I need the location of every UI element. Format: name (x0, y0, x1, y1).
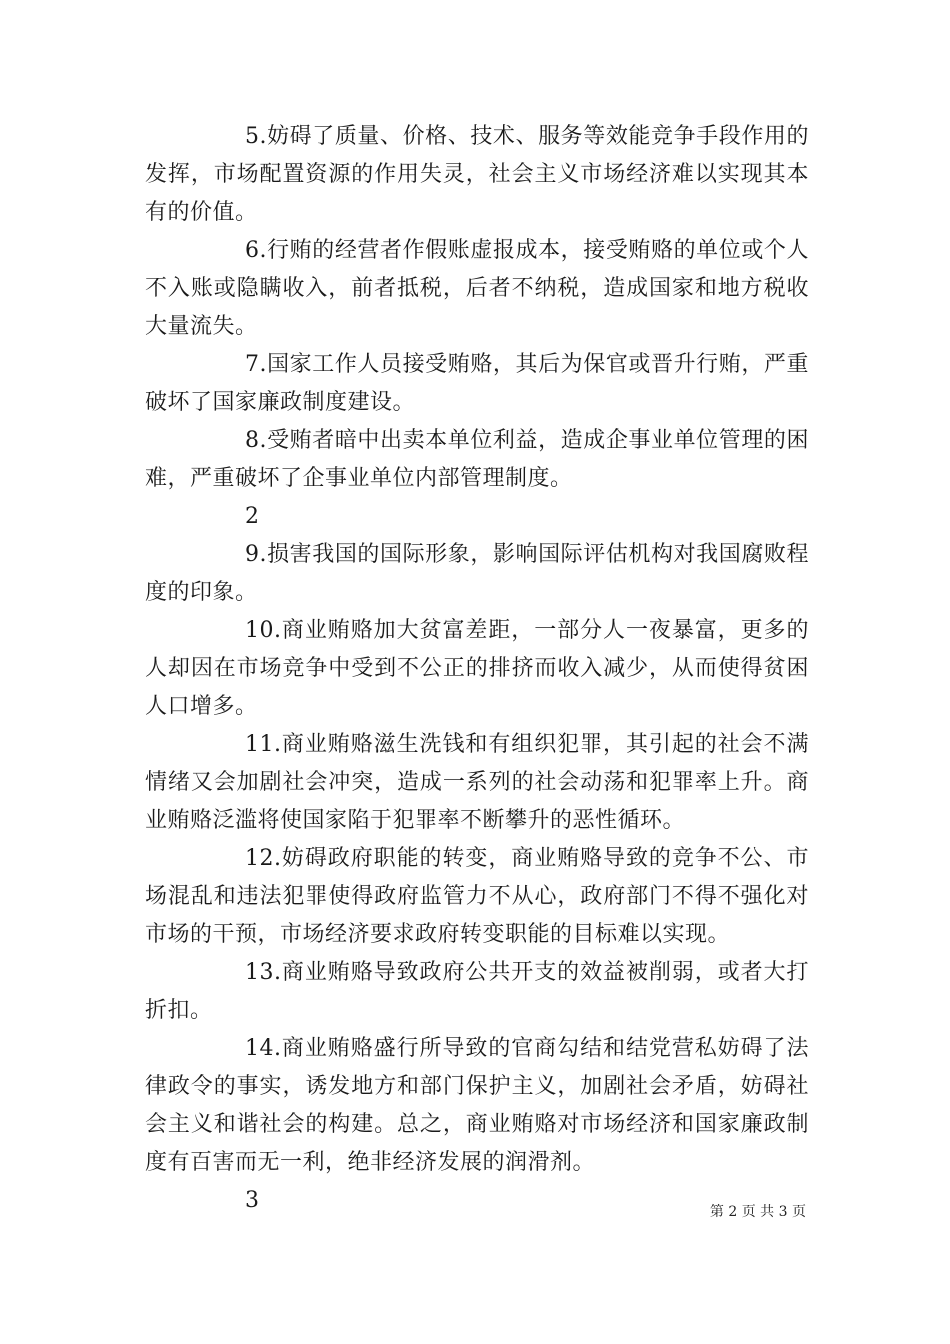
inline-page-number: 2 (245, 504, 259, 529)
paragraph-8: 8.受贿者暗中出卖本单位利益，造成企事业单位管理的困难，严重破坏了企事业单位内部管理制度。 (145, 428, 809, 491)
paragraph-7: 7.国家工作人员接受贿赂，其后为保官或晋升行贿，严重破坏了国家廉政制度建设。 (145, 352, 809, 415)
paragraph-10: 10.商业贿赂加大贫富差距，一部分人一夜暴富，更多的人却因在市场竞争中受到不公正的排挤而收入减少，从而使得贫困人口增多。 (145, 618, 809, 719)
document-body (145, 118, 809, 1220)
paragraph-12: 12.妨碍政府职能的转变，商业贿赂导致的竞争不公、市场混乱和违法犯罪使得政府监管力不从心，政府部门不得不强化对市场的干预，市场经济要求政府转变职能的目标难以实现。 (145, 846, 809, 947)
paragraph-9: 9.损害我国的国际形象，影响国际评估机构对我国腐败程度的印象。 (145, 542, 809, 605)
paragraph-6: 6.行贿的经营者作假账虚报成本，接受贿赂的单位或个人不入账或隐瞒收入，前者抵税，后者不纳税，造成国家和地方税收大量流失。 (145, 238, 809, 339)
paragraph-13: 13.商业贿赂导致政府公共开支的效益被削弱，或者大打折扣。 (145, 960, 809, 1023)
paragraph-5: 5.妨碍了质量、价格、技术、服务等效能竞争手段作用的发挥，市场配置资源的作用失灵，社会主义市场经济难以实现其本有的价值。 (145, 124, 809, 225)
page-footer: 第 2 页 共 3 页 (709, 1204, 806, 1220)
paragraph-14: 14.商业贿赂盛行所导致的官商勾结和结党营私妨碍了法律政令的事实，诱发地方和部门保护主义，加剧社会矛盾，妨碍社会主义和谐社会的构建。总之，商业贿赂对市场经济和国家廉政制度有百害而无一利，绝非经济发展的润滑剂。 (145, 1036, 809, 1175)
paragraph-11: 11.商业贿赂滋生洗钱和有组织犯罪，其引起的社会不满情绪又会加剧社会冲突，造成一系列的社会动荡和犯罪率上升。商业贿赂泛滥将使国家陷于犯罪率不断攀升的恶性循环。 (145, 732, 809, 833)
inline-page-number: 3 (245, 1188, 259, 1213)
